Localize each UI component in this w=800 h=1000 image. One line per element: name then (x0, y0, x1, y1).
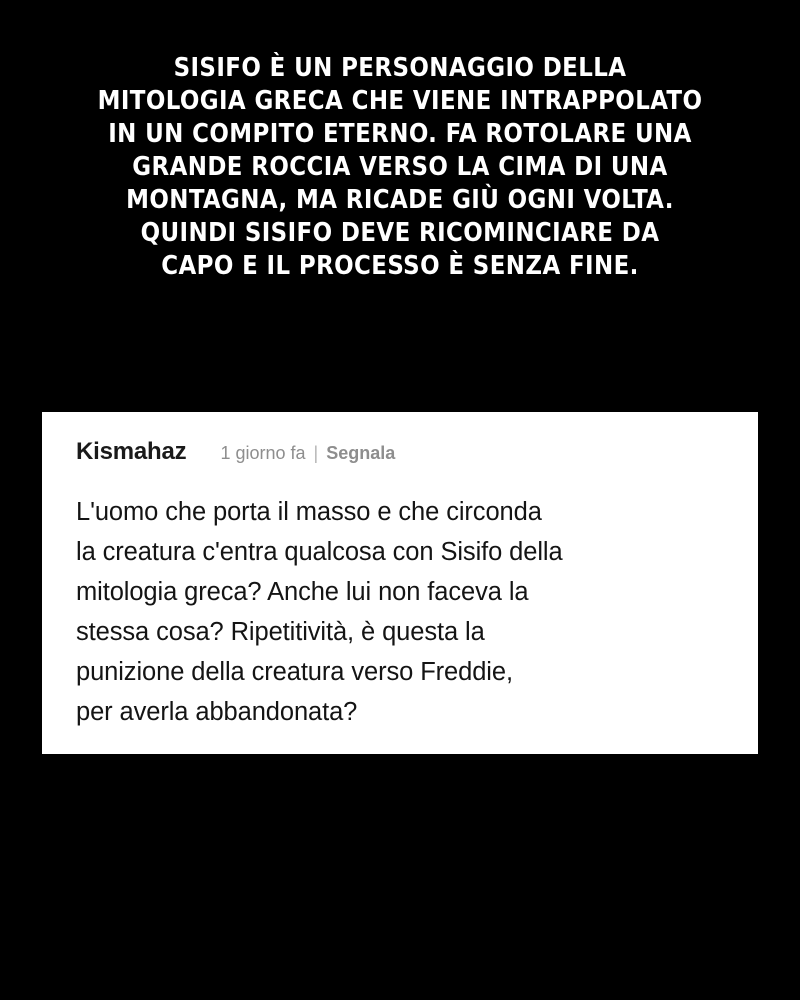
caption-line: GRANDE ROCCIA VERSO LA CIMA DI UNA (132, 152, 668, 182)
comment-body-line: punizione della creatura verso Freddie, (76, 658, 513, 686)
report-link[interactable]: Segnala (326, 443, 396, 463)
caption-line: QUINDI SISIFO DEVE RICOMINCIARE DA (140, 218, 660, 248)
comment-body-line: mitologia greca? Anche lui non faceva la (76, 578, 529, 606)
meta-separator: | (313, 443, 319, 463)
caption-line: MITOLOGIA GRECA CHE VIENE INTRAPPOLATO (97, 86, 703, 116)
comment-body-line: la creatura c'entra qualcosa con Sisifo della (76, 538, 563, 566)
comment-body-line: per averla abbandonata? (76, 698, 358, 726)
comment-meta (220, 443, 395, 464)
comment-body-line: stessa cosa? Ripetitività, è questa la (76, 618, 485, 646)
caption-block (50, 52, 750, 283)
comment-timestamp: 1 giorno fa (220, 443, 306, 463)
comment-card (42, 412, 758, 754)
caption-line: IN UN COMPITO ETERNO. FA ROTOLARE UNA (108, 119, 692, 149)
comment-header (76, 438, 724, 478)
comment-body-line: L'uomo che porta il masso e che circonda (76, 498, 542, 526)
caption-line: SISIFO È UN PERSONAGGIO DELLA (173, 53, 627, 83)
caption-line: CAPO E IL PROCESSO È SENZA FINE. (161, 251, 639, 281)
caption-line: MONTAGNA, MA RICADE GIÙ OGNI VOLTA. (126, 185, 674, 215)
comment-author[interactable]: Kismahaz (76, 438, 187, 465)
comment-body (76, 492, 724, 732)
